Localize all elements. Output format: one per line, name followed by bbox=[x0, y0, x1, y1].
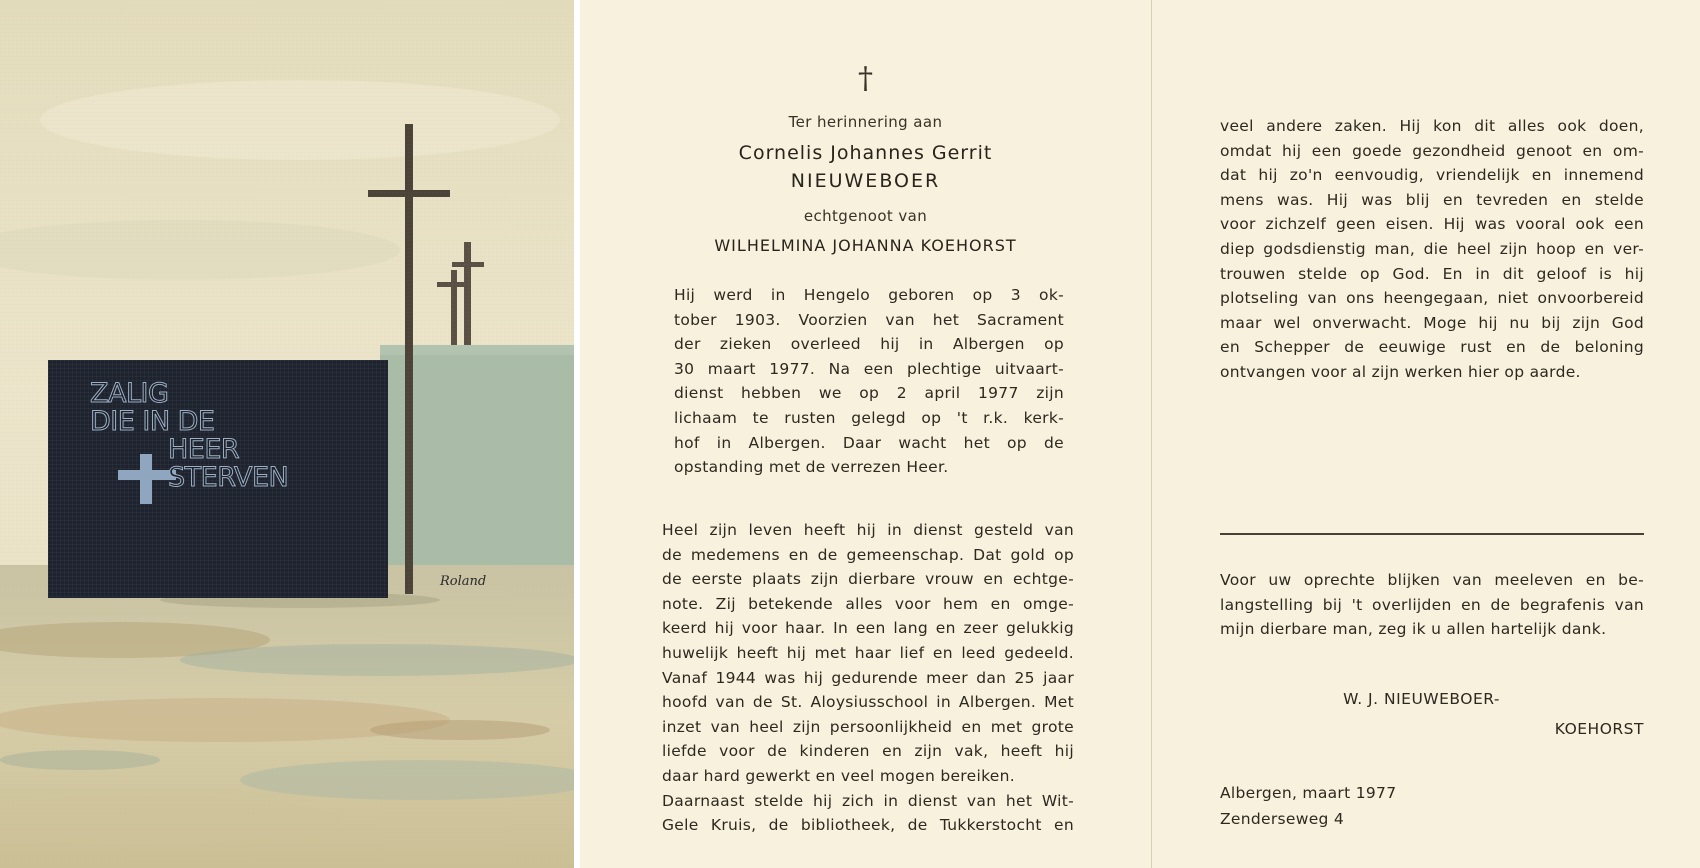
text-line: maar wel onverwacht. Moge hij nu bij zijn God bbox=[1220, 313, 1644, 332]
cross-icon: † bbox=[858, 61, 873, 96]
text-line: veel andere zaken. Hij kon dit alles ook doen, bbox=[1220, 117, 1644, 135]
text-line: hof in Albergen. Daar wacht het op de bbox=[674, 433, 1064, 452]
artist-signature: Roland bbox=[440, 574, 487, 589]
text-line: Heel zijn leven heeft hij in dienst gesteld van bbox=[662, 521, 1074, 539]
motto-line: DIE IN DE bbox=[90, 406, 215, 437]
text-line: ontvangen voor al zijn werken hier op aarde. bbox=[1220, 362, 1581, 381]
text-line: omdat hij een goede gezondheid genoot en om- bbox=[1220, 141, 1644, 160]
memorial-page bbox=[580, 0, 1152, 868]
text-line: diep godsdienstig man, die heel zijn hoop en ver- bbox=[1220, 239, 1644, 258]
text-line: mijn dierbare man, zeg ik u allen hartelijk dank. bbox=[1220, 620, 1607, 639]
text-line: Voor uw oprechte blijken van meeleven en be- bbox=[1220, 571, 1644, 589]
text-line: huwelijk heeft hij met haar lief en leed gedeeld. bbox=[662, 643, 1074, 662]
text-line: daar hard gewerkt en veel mogen bereiken. bbox=[662, 766, 1015, 785]
thanks-page bbox=[1152, 0, 1700, 868]
text-line: Gele Kruis, de bibliotheek, de Tukkerstocht en bbox=[662, 816, 1074, 835]
text-line: Daarnaast stelde hij zich in dienst van het Wit- bbox=[662, 791, 1074, 810]
motto-line: ZALIG bbox=[90, 378, 169, 409]
deceased-surname: NIEUWEBOER bbox=[790, 170, 941, 192]
relation-line: echtgenoot van bbox=[803, 207, 928, 225]
text-line: trouwen stelde op God. En in dit geloof is hij bbox=[1220, 264, 1644, 283]
cover-motto bbox=[90, 380, 360, 492]
text-line: de eerste plaats zijn dierbare vrouw en echtge- bbox=[662, 570, 1074, 589]
thanks-paragraph bbox=[1220, 568, 1644, 642]
address: Zenderseweg 4 bbox=[1220, 810, 1345, 828]
intro-line: Ter herinnering aan bbox=[788, 113, 943, 131]
text-line: voor zichzelf geen eisen. Hij was vooral ook een bbox=[1220, 215, 1644, 234]
text-line: opstanding met de verrezen Heer. bbox=[674, 458, 949, 477]
text-line: liefde voor de kinderen en zijn vak, heeft hij bbox=[662, 742, 1074, 761]
text-line: Vanaf 1944 was hij gedurende meer dan 25 jaar bbox=[662, 668, 1074, 687]
biography-paragraph bbox=[674, 283, 1064, 480]
divider-rule bbox=[1220, 533, 1644, 535]
motto-line: STERVEN bbox=[168, 462, 289, 493]
text-line: Hij werd in Hengelo geboren op 3 ok- bbox=[674, 286, 1064, 304]
text-line: inzet van heel zijn persoonlijkheid en met grote bbox=[662, 717, 1074, 736]
text-line: note. Zij betekende alles voor hem en omge- bbox=[662, 594, 1074, 613]
text-line: plotseling van ons heengegaan, niet onvoorbereid bbox=[1220, 289, 1644, 308]
text-line: keerd hij voor haar. In een lang en zeer gelukkig bbox=[662, 619, 1074, 638]
deceased-first-names: Cornelis Johannes Gerrit bbox=[738, 142, 993, 164]
text-line: en Schepper de eeuwige rust en de beloning bbox=[1220, 338, 1644, 357]
signature-line: KOEHORST bbox=[1554, 720, 1644, 738]
spouse-name: WILHELMINA JOHANNA KOEHORST bbox=[714, 236, 1017, 255]
text-line: hoofd van de St. Aloysiusschool in Albergen. Met bbox=[662, 693, 1074, 712]
text-line: mens was. Hij was blij en tevreden en stelde bbox=[1220, 190, 1644, 209]
text-line: dat hij zo'n eenvoudig, vriendelijk en innemend bbox=[1220, 166, 1644, 185]
text-line: der zieken overleed hij in Albergen op bbox=[674, 335, 1064, 354]
text-line: de medemens en de gemeenschap. Dat gold op bbox=[662, 545, 1074, 564]
text-line: lichaam te rusten gelegd op 't r.k. kerk- bbox=[674, 408, 1064, 427]
life-paragraph bbox=[662, 518, 1074, 838]
text-line: dienst hebben we op 2 april 1977 zijn bbox=[674, 384, 1064, 403]
text-line: 30 maart 1977. Na een plechtige uitvaart- bbox=[674, 359, 1064, 378]
place-date: Albergen, maart 1977 bbox=[1220, 784, 1397, 802]
text-line: tober 1903. Voorzien van het Sacrament bbox=[674, 310, 1064, 329]
motto-line: HEER bbox=[168, 434, 240, 465]
text-line: langstelling bij 't overlijden en de begrafenis van bbox=[1220, 595, 1644, 614]
continuation-paragraph bbox=[1220, 114, 1644, 385]
cover-panel bbox=[0, 0, 574, 868]
signature-line: W. J. NIEUWEBOER- bbox=[1343, 690, 1500, 708]
